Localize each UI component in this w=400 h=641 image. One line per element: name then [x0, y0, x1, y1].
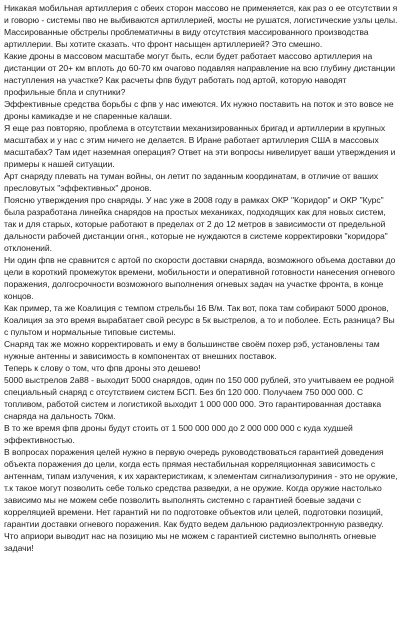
post-paragraph: Арт снаряду плевать на туман войны, он летит по заданным координатам, в отличие от ваших пресловутых "эффективных" дронов. [4, 171, 379, 193]
post-paragraph: Как пример, та же Коалиция с темпом стрельбы 16 В/м. Так вот, пока там собирают 5000 дронов, Коалиция за это время вырабатает свой ресурс в 5к выстрелов, а то и поболее. Есть разница? Вы с пультом и нормальные типовые системы. [4, 303, 395, 337]
post-paragraph: 5000 выстрелов 2а88 - выходит 5000 снарядов, один по 150 000 рублей, это учитываем ее родной специальный снаряд с отсутствием систем БСП. Без бп 120 000. Получаем 750 000 000. С топливом, работой систем и логистикой выходит 1 000 000 000. Это гарантированная доставка снаряда на дальность 70км. [4, 375, 394, 421]
post-paragraph: Никакая мобильная артиллерия с обеих сторон массово не применяется, как раз о ее отсутствии я и говорю - системы пво не выбиваются артиллерией, мосты не рушатся, логистические узлы целы. Массированные обстрелы проблематичны в виду отсутствия массированного производства артиллерии. Вы хотите сказать. что фронт насыщен артиллерией? Это смешно. [4, 3, 398, 49]
post-paragraph: Поясню утверждения про снаряды. У нас уже в 2008 году в рамках ОКР "Коридор" и ОКР "Курс" была разработана линейка снарядов на простых механиках, подходящих как для новых систем, так и для старых, которые работают в пределах от 2 до 12 метров в зависимости от предельной дальности рабочей дистанции огня., которые не нуждаются в системе корректировки "коридора" отклонений. [4, 195, 388, 253]
post-paragraph: В то же время фпв дроны будут стоить от 1 500 000 000 до 2 000 000 000 с куда худшей эффективностью. [4, 423, 353, 445]
post-paragraph: Эффективные средства борьбы с фпв у нас имеются. Их нужно поставить на поток и это вовсе не дроны камикадзе и не спаренные калаши. [4, 99, 394, 121]
post-paragraph: В вопросах поражения целей нужно в первую очередь руководствоваться гарантией доведения объекта поражения до цели, когда есть прямая нестабильная корреляционная зависимость с антеннам, типам излучения, к их характеристикам, к элементам сигнализолуриния - это не оружие, т.к такое могут позволить себе только средства разведки, а не оружие. Когда оружие настолько зависимо мы не можем себе позволить выполнять системно с гарантией боевые задачи с корреляцией времени. Нет гарантий ни по подготовке объектов или целей, подготовки позиций, гарантии доставки огневого поражения. Как будто ведем дальнюю радиоэлектронную разведку. Что априори выводит нас на позицию мы не можем с гарантией системно выполнять огневые задачи! [4, 447, 398, 553]
post-paragraph: Какие дроны в массовом масштабе могут быть, если будет работает массово артиллерия на дистанции от 20+ км вплоть до 60-70 км очагово подавляя направление на всю глубину дистанции наступления на участке? Как расчеты фпв будут работать под артой, которую наводят профильные бпла и спутники? [4, 51, 396, 97]
post-paragraph: Ни один фпв не сравнится с артой по скорости доставки снаряда, возможного объема доставки до цели в короткий промежуток времени, мобильности и оперативной готовности нанесения огневого поражения, долгосрочности возможного выполнения огневых задач на участке фронта, в конце концов. [4, 255, 396, 301]
post-paragraph: Я еще раз повторяю, проблема в отсутствии механизированных бригад и артиллерии в крупных масштабах и у нас с этим ничего не делается. В Иране работает артиллерия США в массовых масштабах? Там идет наземная операция? Ответ на эти вопросы нивелирует ваши утверждения и примеры к нашей ситуации. [4, 123, 396, 169]
post-paragraph: Снаряд так же можно корректировать и ему в большинстве своём похер рэб, установлены там нужные антенны и зависимость в компонентах от внешних поставок. [4, 339, 380, 361]
post-paragraph: Теперь к слову о том, что фпв дроны это дешево! [4, 363, 201, 373]
